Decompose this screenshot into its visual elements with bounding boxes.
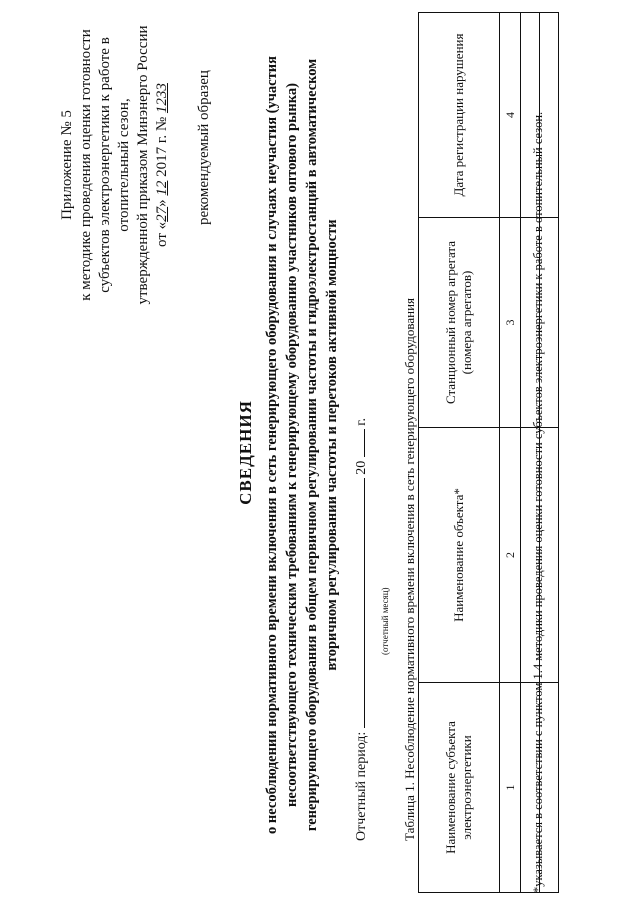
- document-subtitle: о несоблюдении нормативного времени включения в сеть генерирующего оборудования и случаях неучастия (участия несоответствующего техническим требованиям к генерирующему оборудованию участников оптового рынка) генерирующего оборудования в общем первичном регулировании частоты и гидроэлектростанций в автоматическом вторичном регулировании частоты и перетоков активной мощности: [264, 56, 340, 834]
- period-label: Отчетный период:: [354, 731, 369, 841]
- appendix-line: утвержденной приказом Минэнерго России: [135, 25, 151, 305]
- appendix-line: субъектов электроэнергетики к работе в: [97, 37, 113, 293]
- header-cell: Наименование объекта*: [419, 428, 500, 683]
- period-year-suffix: г.: [354, 418, 369, 426]
- sample-label: рекомендуемый образец: [196, 70, 212, 225]
- column-number: 1: [500, 683, 521, 893]
- date-month: 12: [154, 180, 170, 196]
- appendix-line: к методике проведения оценки готовности: [78, 29, 94, 301]
- footnote: *указывается в соответствии с пунктом 1.4 методики проведения оценки готовности субъектов электроэнергетики к работе в отопительный сезон.: [531, 111, 545, 893]
- header-cell: Наименование субъекта электроэнергетики: [419, 683, 500, 893]
- appendix-header: [58, 15, 172, 315]
- order-number: 1233: [154, 83, 170, 114]
- header-cell: Дата регистрации нарушения: [419, 13, 500, 218]
- reporting-period: [350, 418, 370, 841]
- date-year: 2017 г. №: [154, 113, 170, 181]
- date-mid: »: [154, 195, 170, 207]
- date-prefix: от «: [154, 221, 170, 247]
- column-number: 4: [500, 13, 521, 218]
- column-number: 3: [500, 218, 521, 428]
- period-year-blank: [350, 429, 365, 457]
- period-caption: (отчетный месяц): [380, 587, 390, 655]
- appendix-line: Приложение № 5: [59, 110, 75, 220]
- period-year-prefix: 20: [354, 460, 369, 475]
- appendix-line: отопительный сезон,: [116, 98, 132, 232]
- period-month-blank: [350, 478, 365, 728]
- column-number-row: [500, 13, 521, 893]
- order-date-line: [153, 15, 172, 315]
- table-header-row: [419, 13, 500, 893]
- table-caption: Таблица 1. Несоблюдение нормативного времени включения в сеть генерирующего оборудования: [402, 297, 417, 841]
- document-title: СВЕДЕНИЯ: [236, 400, 255, 505]
- header-cell: Станционный номер агрегата (номера агрегатов): [419, 218, 500, 428]
- column-number: 2: [500, 428, 521, 683]
- date-day: 27: [154, 206, 170, 222]
